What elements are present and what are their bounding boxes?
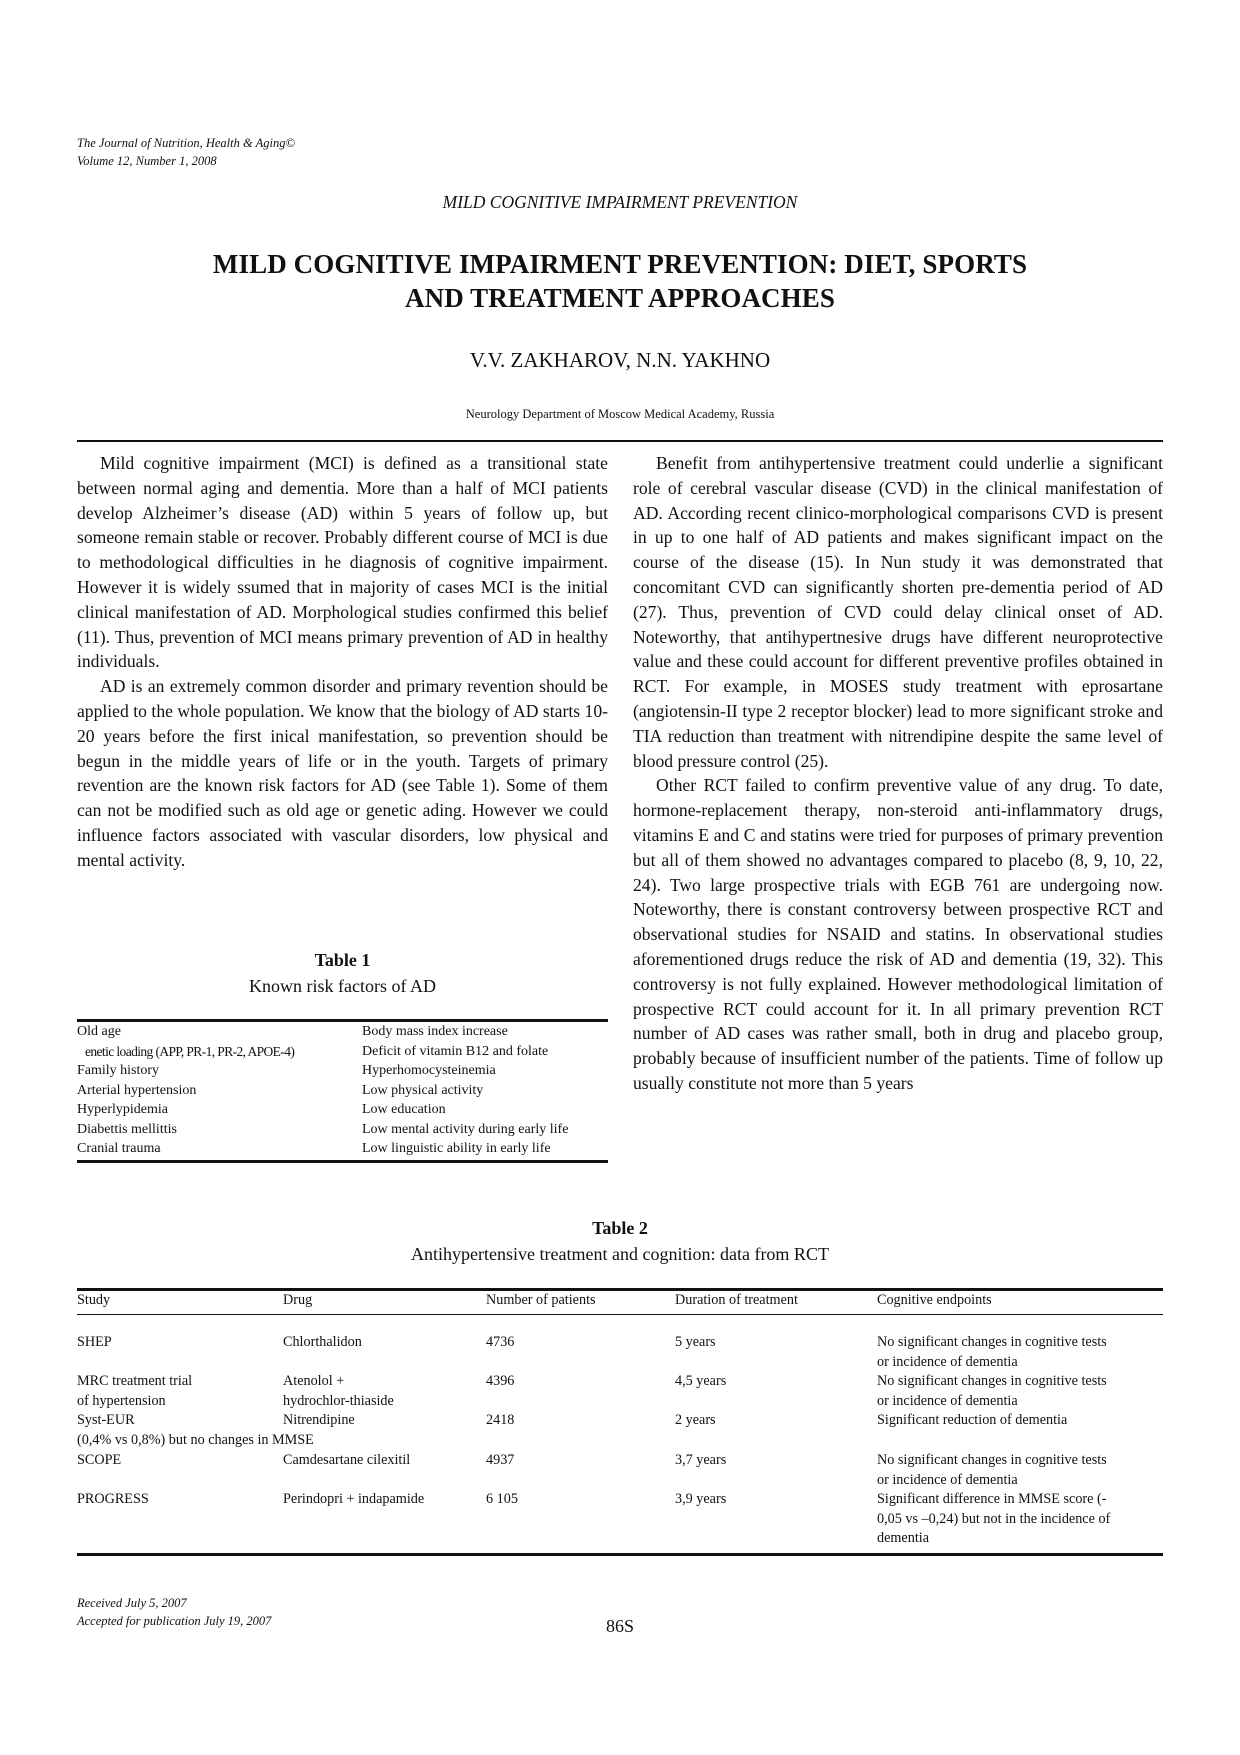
table2-header-drug: Drug [283,1292,313,1308]
patients-cell: 2418 [486,1412,515,1428]
table1-col-1 [77,1022,347,1159]
table1-cell: Hyperhomocysteinemia [362,1063,496,1078]
table2-header-patients: Number of patients [486,1292,596,1308]
duration-cell: 4,5 years [675,1373,727,1389]
duration-cell: 3,7 years [675,1452,727,1468]
journal-header [77,134,295,170]
journal-volume: Volume 12, Number 1, 2008 [77,154,217,168]
study-line: (0,4% vs 0,8%) but no changes in MMSE [77,1431,314,1448]
table2-top-rule [77,1288,1163,1291]
table2-title: Table 2 [592,1218,648,1238]
table1-bottom-rule [77,1160,608,1163]
endpoint-cell [877,1372,1107,1411]
running-head: MILD COGNITIVE IMPAIRMENT PREVENTION [442,192,798,212]
patients-cell: 4937 [486,1452,515,1468]
table2-header-endpoints: Cognitive endpoints [877,1292,992,1308]
table1-cell: enetic loading (APP, PR-1, PR-2, APOE-4) [85,1043,295,1059]
endpoint-line: or incidence of dementia [877,1471,1018,1488]
journal-name: The Journal of Nutrition, Health & Aging© [77,136,295,150]
study-cell: SHEP [77,1334,112,1350]
study-line: MRC treatment trial [77,1373,193,1389]
table2-header-duration: Duration of treatment [675,1292,798,1308]
duration-cell: 3,9 years [675,1491,727,1507]
table1-cell: Cranial trauma [77,1141,161,1156]
endpoint-line: 0,05 vs –0,24) but not in the incidence of [877,1510,1111,1527]
table1-cell: Hyperlypidemia [77,1102,168,1117]
table1-cell: Low mental activity during early life [362,1121,569,1137]
accepted-date: Accepted for publication July 19, 2007 [77,1614,272,1628]
table1-cell: Family history [77,1063,160,1078]
table1-cell: Body mass index increase [362,1024,508,1039]
table1-cell: Diabettis mellittis [77,1121,177,1137]
endpoint-cell: Significant reduction of dementia [877,1412,1068,1428]
endpoint-cell [877,1333,1107,1372]
drug-cell: Chlorthalidon [283,1334,362,1350]
study-cell: SCOPE [77,1452,122,1468]
endpoint-cell [877,1490,1110,1549]
study-cell: PROGRESS [77,1491,149,1507]
table1-cell: Old age [77,1024,121,1039]
affiliation: Neurology Department of Moscow Medical Academy, Russia [465,407,775,421]
table1-cell: Low education [362,1102,446,1117]
endpoint-line: or incidence of dementia [877,1353,1018,1370]
drug-cell: Perindopri + indapamide [283,1491,425,1507]
patients-cell: 4396 [486,1373,515,1389]
table1-cell: Low linguistic ability in early life [362,1141,551,1156]
patients-cell: 4736 [486,1334,515,1350]
table1-col-2 [362,1022,608,1159]
table2-header-rule [77,1314,1163,1315]
authors: V.V. ZAKHAROV, N.N. YAKHNO [469,348,771,372]
left-column [77,451,608,873]
paragraph: Other RCT failed to confirm preventive value of any drug. To date, hormone-replacement therapy, non-steroid anti-inflammatory drugs, vitamins E and C and statins were tried for purposes of primary prevention but all of them showed no advantages compared to placebo (8, 9, 10, 22, 24). Two large prospective trials with EGB 761 are undergoing now. Noteworthy, there is constant controversy between prospective RCT and observational studies for NSAID and statins. In observational studies aforementioned drugs reduce the risk of AD and dementia (19, 32). This controversy is not fully explained. However methodological limitation of prospective RCT could account for it. In all primary prevention RCT number of AD cases was rather small, both in drug and placebo group, probably because of insufficient number of the patients. Time of follow up usually constitute not more than 5 years [633,775,1163,1093]
table1-cell: Low physical activity [362,1082,484,1098]
table2-header-study: Study [77,1292,111,1308]
article-title [140,247,1100,315]
table2-subtitle: Antihypertensive treatment and cognition: data from RCT [411,1244,829,1264]
endpoint-line: No significant changes in cognitive tests [877,1452,1107,1468]
drug-cell: Nitrendipine [283,1412,355,1428]
paragraph: Benefit from antihypertensive treatment could underlie a significant role of cerebral vascular disease (CVD) in the clinical manifestation of AD. According recent clinico-morphological comparisons CVD is present in up to one half of AD patients and makes significant impact on the course of the disease (15). In Nun study it was demonstrated that concomitant CVD can significantly shorten pre-dementia period of AD (27). Thus, prevention of CVD could delay clinical onset of AD. Noteworthy, that antihypertnesive drugs have different neuroprotective value and these could account for different preventive profiles obtained in RCT. For example, in MOSES study treatment with eprosartane (angiotensin-II type 2 receptor blocker) lead to more significant stroke and TIA reduction than treatment with nitrendipine despite the same level of blood pressure control (25). [633,453,1163,771]
table1-title: Table 1 [314,950,371,970]
study-cell [77,1411,314,1450]
table2-bottom-rule [77,1553,1163,1556]
study-cell [77,1372,192,1411]
table2-caption [0,1215,1240,1267]
table1-subtitle: Known risk factors of AD [249,976,436,996]
duration-cell: 2 years [675,1412,716,1428]
drug-cell [283,1372,394,1411]
title-line-1: MILD COGNITIVE IMPAIRMENT PREVENTION: DIET, SPORTS [212,249,1028,279]
drug-line: Atenolol + [283,1373,345,1389]
study-line: Syst-EUR [77,1412,135,1428]
right-column [633,451,1163,1096]
drug-cell: Camdesartane cilexitil [283,1452,411,1468]
table1-cell: Arterial hypertension [77,1082,197,1098]
study-line: of hypertension [77,1392,166,1409]
endpoint-line: dementia [877,1530,929,1546]
paragraph: Mild cognitive impairment (MCI) is defined as a transitional state between normal aging and dementia. More than a half of MCI patients develop Alzheimer’s disease (AD) within 5 years of follow up, but someone remain stable or recover. Probably different course of MCI is due to methodological difficulties in he diagnosis of cognitive impairment. However it is widely ssumed that in majority of cases MCI is the initial clinical manifestation of AD. Morphological studies confirmed this belief (11). Thus, prevention of MCI means primary prevention of AD in healthy individuals. [77,453,608,672]
endpoint-line: No significant changes in cognitive tests [877,1373,1107,1389]
endpoint-line: or incidence of dementia [877,1392,1018,1409]
endpoint-cell [877,1451,1107,1490]
table1-caption [77,947,608,999]
endpoint-line: No significant changes in cognitive tests [877,1334,1107,1350]
page-number: 86S [605,1616,634,1636]
endpoint-line: Significant difference in MMSE score (- [877,1491,1107,1507]
drug-line: hydrochlor-thiaside [283,1392,394,1409]
table1-cell: Deficit of vitamin B12 and folate [362,1043,549,1059]
duration-cell: 5 years [675,1334,716,1350]
paragraph: AD is an extremely common disorder and primary revention should be applied to the whole population. We know that the biology of AD starts 10-20 years before the first inical manifestation, so prevention should be begun in the middle years of life or in the youth. Targets of primary revention are the known risk factors for AD (see Table 1). Some of them can not be modified such as old age or genetic ading. However we could influence factors associated with vascular disorders, low physical and mental activity. [77,676,608,870]
patients-cell: 6 105 [486,1491,518,1507]
received-date: Received July 5, 2007 [77,1596,187,1610]
header-rule [77,440,1163,442]
title-line-2: AND TREATMENT APPROACHES [405,283,835,313]
